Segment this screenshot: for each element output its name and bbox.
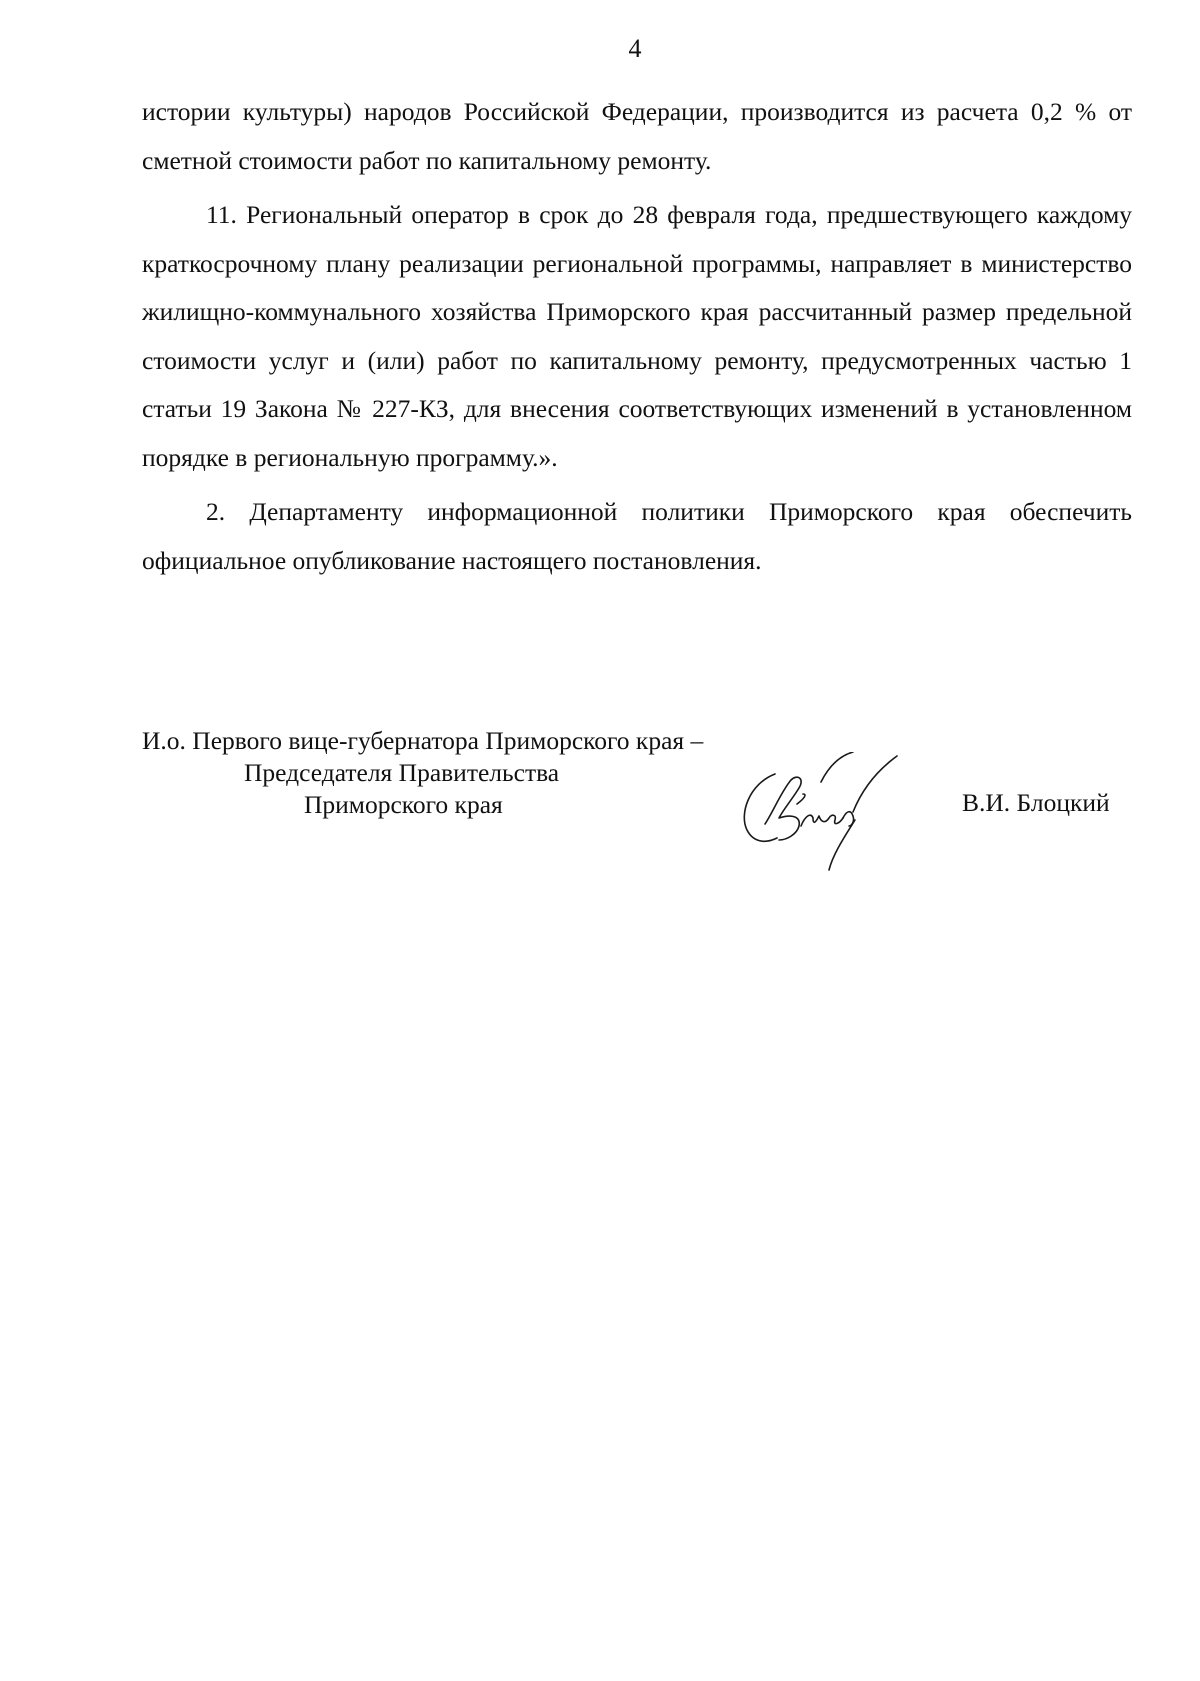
document-body — [142, 88, 1132, 585]
position-line-1: И.о. Первого вице-губернатора Приморского края – — [142, 726, 704, 755]
position-line-3: Приморского края — [304, 790, 503, 819]
paragraph-item-2: 2. Департаменту информационной политики Приморского края обеспечить официальное опубликование настоящего постановления. — [142, 497, 1132, 575]
signature-position-block — [142, 725, 703, 821]
page-number: 4 — [628, 34, 642, 63]
paragraph-item-11: 11. Региональный оператор в срок до 28 февраля года, предшествующего каждому краткосрочному плану реализации региональной программы, направляет в министерство жилищно-коммунального хозяйства Приморского края рассчитанный размер предельной стоимости услуг и (или) работ по капитальному ремонту, предусмотренных частью 1 статьи 19 Закона № 227-КЗ, для внесения соответствующих изменений в установленном порядке в региональную программу.». — [142, 200, 1132, 472]
signer-name: В.И. Блоцкий — [962, 788, 1110, 817]
paragraph-continuation: истории культуры) народов Российской Федерации, производится из расчета 0,2 % от сметной стоимости работ по капитальному ремонту. — [142, 97, 1132, 175]
handwritten-signature — [735, 752, 925, 874]
position-line-2: Председателя Правительства — [244, 758, 560, 787]
